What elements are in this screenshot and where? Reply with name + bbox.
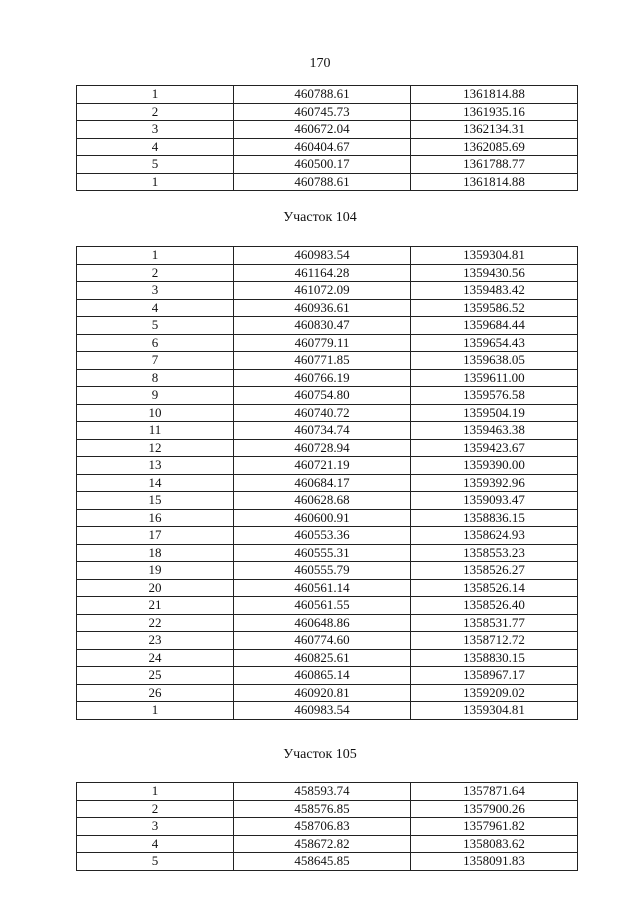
point-number-cell: 5 xyxy=(77,317,234,335)
x-coordinate-cell: 460721.19 xyxy=(234,457,411,475)
x-coordinate-cell: 458706.83 xyxy=(234,818,411,836)
point-number-cell: 8 xyxy=(77,369,234,387)
point-number-cell: 25 xyxy=(77,667,234,685)
table-body xyxy=(77,247,578,720)
y-coordinate-cell: 1357900.26 xyxy=(411,800,578,818)
y-coordinate-cell: 1359430.56 xyxy=(411,264,578,282)
point-number-cell: 13 xyxy=(77,457,234,475)
x-coordinate-cell: 460920.81 xyxy=(234,684,411,702)
table-row xyxy=(77,317,578,335)
x-coordinate-cell: 460600.91 xyxy=(234,509,411,527)
point-number-cell: 12 xyxy=(77,439,234,457)
table-row xyxy=(77,684,578,702)
point-number-cell: 7 xyxy=(77,352,234,370)
table-row xyxy=(77,387,578,405)
point-number-cell: 6 xyxy=(77,334,234,352)
table-row xyxy=(77,544,578,562)
y-coordinate-cell: 1362134.31 xyxy=(411,121,578,139)
point-number-cell: 1 xyxy=(77,86,234,104)
point-number-cell: 21 xyxy=(77,597,234,615)
y-coordinate-cell: 1359392.96 xyxy=(411,474,578,492)
y-coordinate-cell: 1358553.23 xyxy=(411,544,578,562)
table-row xyxy=(77,474,578,492)
x-coordinate-cell: 460936.61 xyxy=(234,299,411,317)
table-body xyxy=(77,783,578,871)
x-coordinate-cell: 458645.85 xyxy=(234,853,411,871)
point-number-cell: 2 xyxy=(77,800,234,818)
point-number-cell: 1 xyxy=(77,702,234,720)
point-number-cell: 22 xyxy=(77,614,234,632)
y-coordinate-cell: 1358526.27 xyxy=(411,562,578,580)
point-number-cell: 1 xyxy=(77,783,234,801)
table-row xyxy=(77,156,578,174)
x-coordinate-cell: 460728.94 xyxy=(234,439,411,457)
y-coordinate-cell: 1359638.05 xyxy=(411,352,578,370)
table-row xyxy=(77,334,578,352)
point-number-cell: 5 xyxy=(77,156,234,174)
table-row xyxy=(77,121,578,139)
table-row xyxy=(77,649,578,667)
table-row xyxy=(77,527,578,545)
point-number-cell: 17 xyxy=(77,527,234,545)
x-coordinate-cell: 460404.67 xyxy=(234,138,411,156)
table-row xyxy=(77,783,578,801)
point-number-cell: 4 xyxy=(77,138,234,156)
y-coordinate-cell: 1358526.14 xyxy=(411,579,578,597)
table-row xyxy=(77,597,578,615)
table-row xyxy=(77,282,578,300)
x-coordinate-cell: 460555.79 xyxy=(234,562,411,580)
y-coordinate-cell: 1358531.77 xyxy=(411,614,578,632)
y-coordinate-cell: 1359390.00 xyxy=(411,457,578,475)
point-number-cell: 10 xyxy=(77,404,234,422)
x-coordinate-cell: 460754.80 xyxy=(234,387,411,405)
y-coordinate-cell: 1358091.83 xyxy=(411,853,578,871)
x-coordinate-cell: 460745.73 xyxy=(234,103,411,121)
x-coordinate-cell: 460983.54 xyxy=(234,702,411,720)
x-coordinate-cell: 460561.55 xyxy=(234,597,411,615)
table-row xyxy=(77,562,578,580)
y-coordinate-cell: 1361814.88 xyxy=(411,173,578,191)
x-coordinate-cell: 460983.54 xyxy=(234,247,411,265)
x-coordinate-cell: 460734.74 xyxy=(234,422,411,440)
point-number-cell: 1 xyxy=(77,247,234,265)
y-coordinate-cell: 1359423.67 xyxy=(411,439,578,457)
point-number-cell: 3 xyxy=(77,282,234,300)
point-number-cell: 19 xyxy=(77,562,234,580)
y-coordinate-cell: 1362085.69 xyxy=(411,138,578,156)
y-coordinate-cell: 1358624.93 xyxy=(411,527,578,545)
table-row xyxy=(77,509,578,527)
point-number-cell: 23 xyxy=(77,632,234,650)
table-row xyxy=(77,632,578,650)
x-coordinate-cell: 460788.61 xyxy=(234,86,411,104)
table-row xyxy=(77,422,578,440)
y-coordinate-cell: 1357871.64 xyxy=(411,783,578,801)
table-row xyxy=(77,247,578,265)
table-row xyxy=(77,138,578,156)
point-number-cell: 5 xyxy=(77,853,234,871)
table-row xyxy=(77,404,578,422)
x-coordinate-cell: 460500.17 xyxy=(234,156,411,174)
y-coordinate-cell: 1359093.47 xyxy=(411,492,578,510)
y-coordinate-cell: 1359586.52 xyxy=(411,299,578,317)
table-row xyxy=(77,369,578,387)
section-title-plot-104: Участок 104 xyxy=(283,210,357,225)
table-row xyxy=(77,667,578,685)
table-row xyxy=(77,800,578,818)
y-coordinate-cell: 1361814.88 xyxy=(411,86,578,104)
x-coordinate-cell: 460779.11 xyxy=(234,334,411,352)
point-number-cell: 1 xyxy=(77,173,234,191)
point-number-cell: 15 xyxy=(77,492,234,510)
y-coordinate-cell: 1358083.62 xyxy=(411,835,578,853)
table-row xyxy=(77,264,578,282)
table-row xyxy=(77,103,578,121)
x-coordinate-cell: 460774.60 xyxy=(234,632,411,650)
y-coordinate-cell: 1361935.16 xyxy=(411,103,578,121)
point-number-cell: 2 xyxy=(77,264,234,282)
table-row xyxy=(77,457,578,475)
x-coordinate-cell: 458593.74 xyxy=(234,783,411,801)
table-row xyxy=(77,352,578,370)
page-number: 170 xyxy=(309,56,331,71)
table-row xyxy=(77,173,578,191)
table-row xyxy=(77,702,578,720)
point-number-cell: 4 xyxy=(77,835,234,853)
point-number-cell: 16 xyxy=(77,509,234,527)
point-number-cell: 26 xyxy=(77,684,234,702)
y-coordinate-cell: 1359504.19 xyxy=(411,404,578,422)
coordinates-table-plot-105 xyxy=(76,782,578,871)
x-coordinate-cell: 460555.31 xyxy=(234,544,411,562)
table-row xyxy=(77,835,578,853)
y-coordinate-cell: 1357961.82 xyxy=(411,818,578,836)
y-coordinate-cell: 1358712.72 xyxy=(411,632,578,650)
coordinates-table-plot-104 xyxy=(76,246,578,720)
section-title-plot-105: Участок 105 xyxy=(283,747,357,762)
y-coordinate-cell: 1358830.15 xyxy=(411,649,578,667)
x-coordinate-cell: 460684.17 xyxy=(234,474,411,492)
point-number-cell: 18 xyxy=(77,544,234,562)
y-coordinate-cell: 1359304.81 xyxy=(411,247,578,265)
table-row xyxy=(77,86,578,104)
y-coordinate-cell: 1359684.44 xyxy=(411,317,578,335)
point-number-cell: 24 xyxy=(77,649,234,667)
coordinates-table-1 xyxy=(76,85,578,191)
x-coordinate-cell: 460672.04 xyxy=(234,121,411,139)
x-coordinate-cell: 460788.61 xyxy=(234,173,411,191)
point-number-cell: 9 xyxy=(77,387,234,405)
point-number-cell: 14 xyxy=(77,474,234,492)
x-coordinate-cell: 460865.14 xyxy=(234,667,411,685)
y-coordinate-cell: 1359209.02 xyxy=(411,684,578,702)
x-coordinate-cell: 460740.72 xyxy=(234,404,411,422)
y-coordinate-cell: 1361788.77 xyxy=(411,156,578,174)
y-coordinate-cell: 1358526.40 xyxy=(411,597,578,615)
x-coordinate-cell: 460561.14 xyxy=(234,579,411,597)
table-body xyxy=(77,86,578,191)
point-number-cell: 3 xyxy=(77,121,234,139)
x-coordinate-cell: 461164.28 xyxy=(234,264,411,282)
x-coordinate-cell: 460830.47 xyxy=(234,317,411,335)
y-coordinate-cell: 1359483.42 xyxy=(411,282,578,300)
table-row xyxy=(77,299,578,317)
table-row xyxy=(77,579,578,597)
y-coordinate-cell: 1359576.58 xyxy=(411,387,578,405)
table-row xyxy=(77,614,578,632)
x-coordinate-cell: 460766.19 xyxy=(234,369,411,387)
x-coordinate-cell: 460648.86 xyxy=(234,614,411,632)
point-number-cell: 20 xyxy=(77,579,234,597)
x-coordinate-cell: 460825.61 xyxy=(234,649,411,667)
x-coordinate-cell: 461072.09 xyxy=(234,282,411,300)
table-row xyxy=(77,853,578,871)
y-coordinate-cell: 1359463.38 xyxy=(411,422,578,440)
x-coordinate-cell: 458672.82 xyxy=(234,835,411,853)
y-coordinate-cell: 1359304.81 xyxy=(411,702,578,720)
point-number-cell: 3 xyxy=(77,818,234,836)
y-coordinate-cell: 1359611.00 xyxy=(411,369,578,387)
x-coordinate-cell: 458576.85 xyxy=(234,800,411,818)
table-row xyxy=(77,439,578,457)
x-coordinate-cell: 460553.36 xyxy=(234,527,411,545)
point-number-cell: 11 xyxy=(77,422,234,440)
y-coordinate-cell: 1358967.17 xyxy=(411,667,578,685)
y-coordinate-cell: 1358836.15 xyxy=(411,509,578,527)
table-row xyxy=(77,818,578,836)
y-coordinate-cell: 1359654.43 xyxy=(411,334,578,352)
point-number-cell: 4 xyxy=(77,299,234,317)
point-number-cell: 2 xyxy=(77,103,234,121)
x-coordinate-cell: 460771.85 xyxy=(234,352,411,370)
table-row xyxy=(77,492,578,510)
x-coordinate-cell: 460628.68 xyxy=(234,492,411,510)
